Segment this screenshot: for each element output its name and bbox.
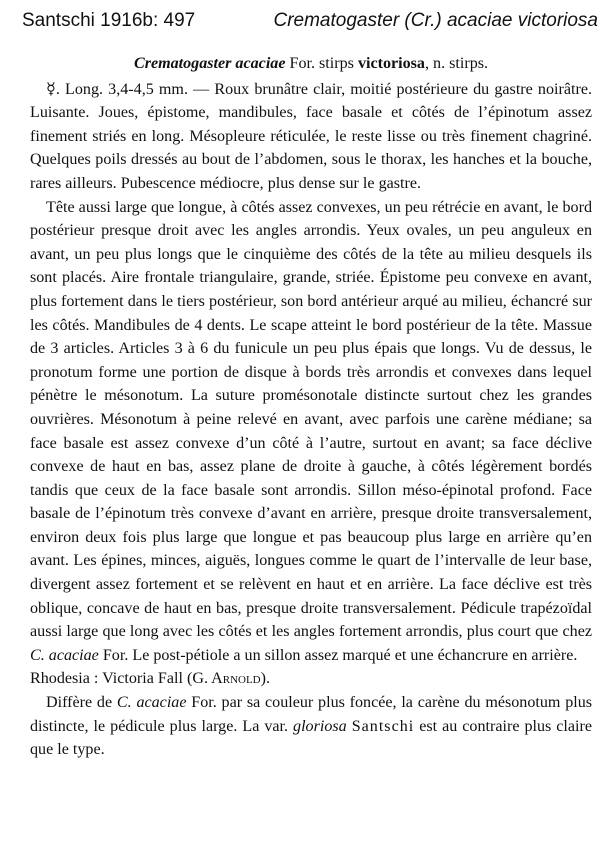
diagnosis-text-end: est au contraire plus claire que le type. <box>30 717 593 759</box>
morphology-species-ref: C. acaciae <box>30 646 99 664</box>
citation-reference: Santschi 1916b: 497 <box>22 10 196 31</box>
taxon-genus-species: Crematogaster acaciae <box>133 55 286 72</box>
morphology-text: Tête aussi large que longue, à côtés assez convexes, un peu rétrécie en avant, le bord postérieur presque droit avec les angles arrondis. Yeux ovales, un peu anguleux en avant, un peu plus longs que le cinquième des côtés de la tête au milieu desquels ils sont placés. Aire frontale triangulaire, grande, striée. Épistome peu convexe en avant, plus fortement dans le tiers postérieur, son bord antérieur arqué au milieu, échancré sur les côtés. Mandibules de 4 dents. Le scape atteint le bord postérieur de la tête. Massue de 3 articles. Articles 3 à 6 du funicule un peu plus épais que longs. Vu de dessus, le pronotum forme une portion de disque à bords très arrondis et convexes dans lequel pénètre le mésonotum. La suture promésonotale distincte surtout chez les grandes ouvrières. Mésonotum à peine relevé en avant, avec parfois une carène médiane; sa face basale est assez convexe d’un côté à l’autre, surtout en avant; sa face déclive convexe de haut en bas, assez plane de droite à gauche, à côtés légèrement bordés tandis que ceux de la face basale sont arrondis. Sillon méso-épinotal profond. Face basale de l’épinotum très convexe d’avant en arrière, presque droite transversalement, environ deux fois plus large que longue et pas beaucoup plus large en arrière qu’en avant. Les épines, minces, aiguës, longues comme le quart de l’intervalle de leur base, divergent assez fortement et se relèvent en haut et en arrière. La face déclive est très oblique, concave de haut en bas, presque droite transversalement. Pédicule trapézoïdal aussi large que long avec les côtés et les angles fortement arrondis, plus court que chez <box>30 198 592 641</box>
morphology-text-end: For. Le post-pétiole a un sillon assez marqué et une échancrure en arrière. <box>102 646 578 664</box>
species-name: Crematogaster (Cr.) acaciae victoriosa <box>273 10 598 31</box>
diagnosis-species-ref: C. acaciae <box>116 694 187 712</box>
paragraph-diagnosis <box>30 691 592 762</box>
diagnosis-text: Diffère de <box>46 694 113 712</box>
document-body <box>30 52 592 762</box>
paragraph-morphology <box>30 196 592 668</box>
page-header <box>22 10 598 38</box>
diagnosis-author: Santschi <box>351 717 415 735</box>
paragraph-locality <box>30 667 592 691</box>
taxon-stirps-name: victoriosa <box>357 55 425 72</box>
taxon-suffix: , n. stirps. <box>424 55 489 72</box>
locality-text: Rhodesia : Victoria Fall ( <box>30 670 193 688</box>
diagnosis-var-name: gloriosa <box>293 717 347 735</box>
taxon-author-stirps: For. stirps <box>289 55 354 72</box>
paragraph-description: ☿. Long. 3,4-4,5 mm. — Roux brunâtre clair, moitié postérieure du gastre noirâtre. Luisante. Joues, épistome, mandibules, face basale et côtés de l’épinotum assez finement striés en long. Mésopleure réticulée, le reste lisse ou très finement chagriné. Quelques poils dressés au bout de l’abdomen, sous le thorax, les hanches et la bouche, rares ailleurs. Pubescence médiocre, plus dense sur le gastre. <box>30 80 592 192</box>
diagnosis-text-mid: For. par sa couleur plus foncée, la carène du mésonotum plus distincte, le pédicule plus large. La var. <box>30 694 593 735</box>
collector-name: G. Arnold <box>192 670 261 688</box>
taxon-title <box>30 52 592 76</box>
locality-end: ). <box>260 670 271 688</box>
